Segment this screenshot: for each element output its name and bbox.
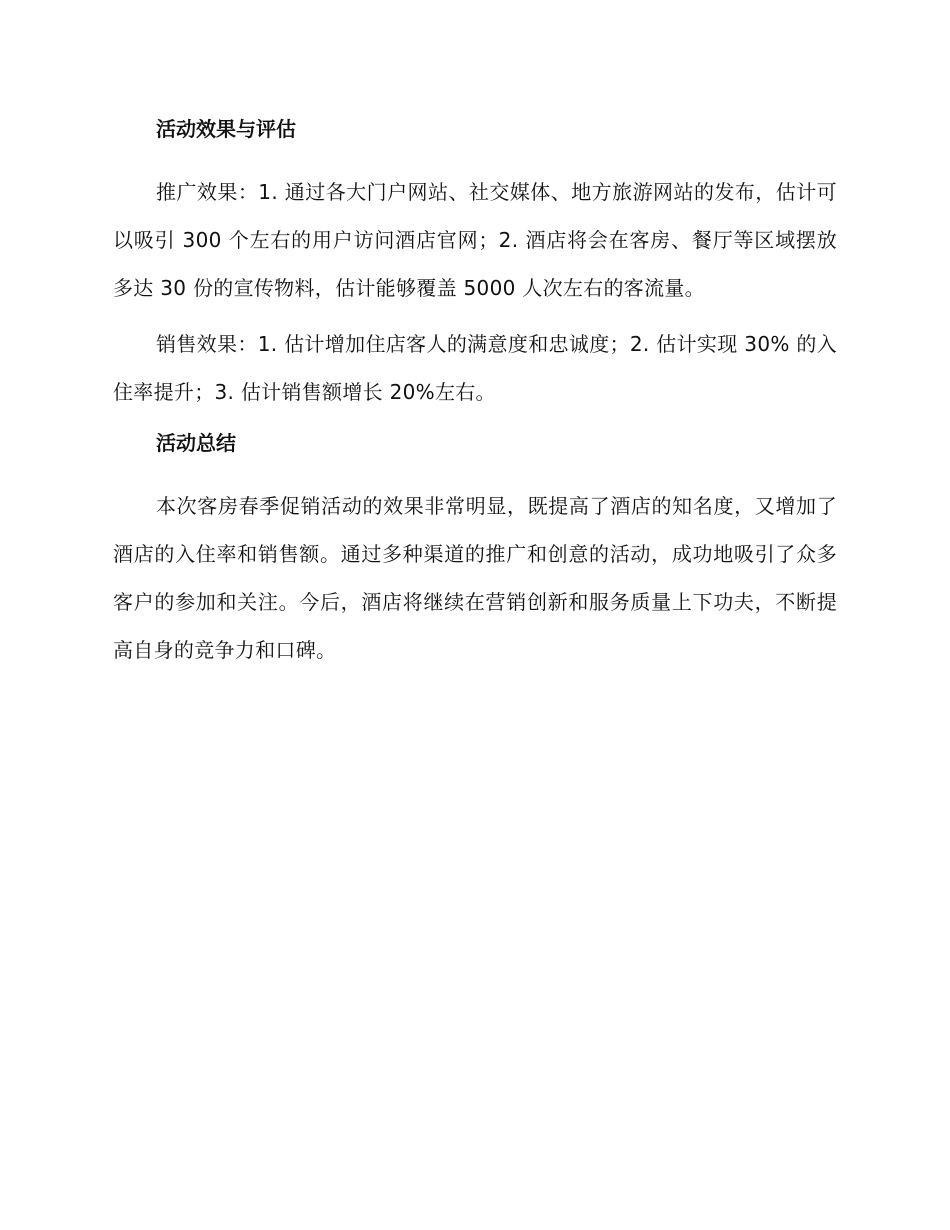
paragraph-summary: 本次客房春季促销活动的效果非常明显，既提高了酒店的知名度，又增加了酒店的入住率和销售额。通过多种渠道的推广和创意的活动，成功地吸引了众多客户的参加和关注。今后，酒店将继续在营销创新和服务质量上下功夫，不断提高自身的竞争力和口碑。: [113, 494, 837, 662]
section-heading-effect-evaluation: 活动效果与评估: [156, 117, 296, 141]
document-body: [113, 112, 837, 674]
paragraph-promotion-effect: 推广效果：1. 通过各大门户网站、社交媒体、地方旅游网站的发布，估计可以吸引 300 个左右的用户访问酒店官网；2. 酒店将会在客房、餐厅等区域摆放多达 30 份的宣传物料，估计能够覆盖 5000 人次左右的客流量。: [113, 180, 837, 300]
section-heading-summary: 活动总结: [156, 431, 236, 455]
paragraph-sales-effect: 销售效果：1. 估计增加住店客人的满意度和忠诚度；2. 估计实现 30% 的入住率提升；3. 估计销售额增长 20%左右。: [113, 332, 837, 404]
